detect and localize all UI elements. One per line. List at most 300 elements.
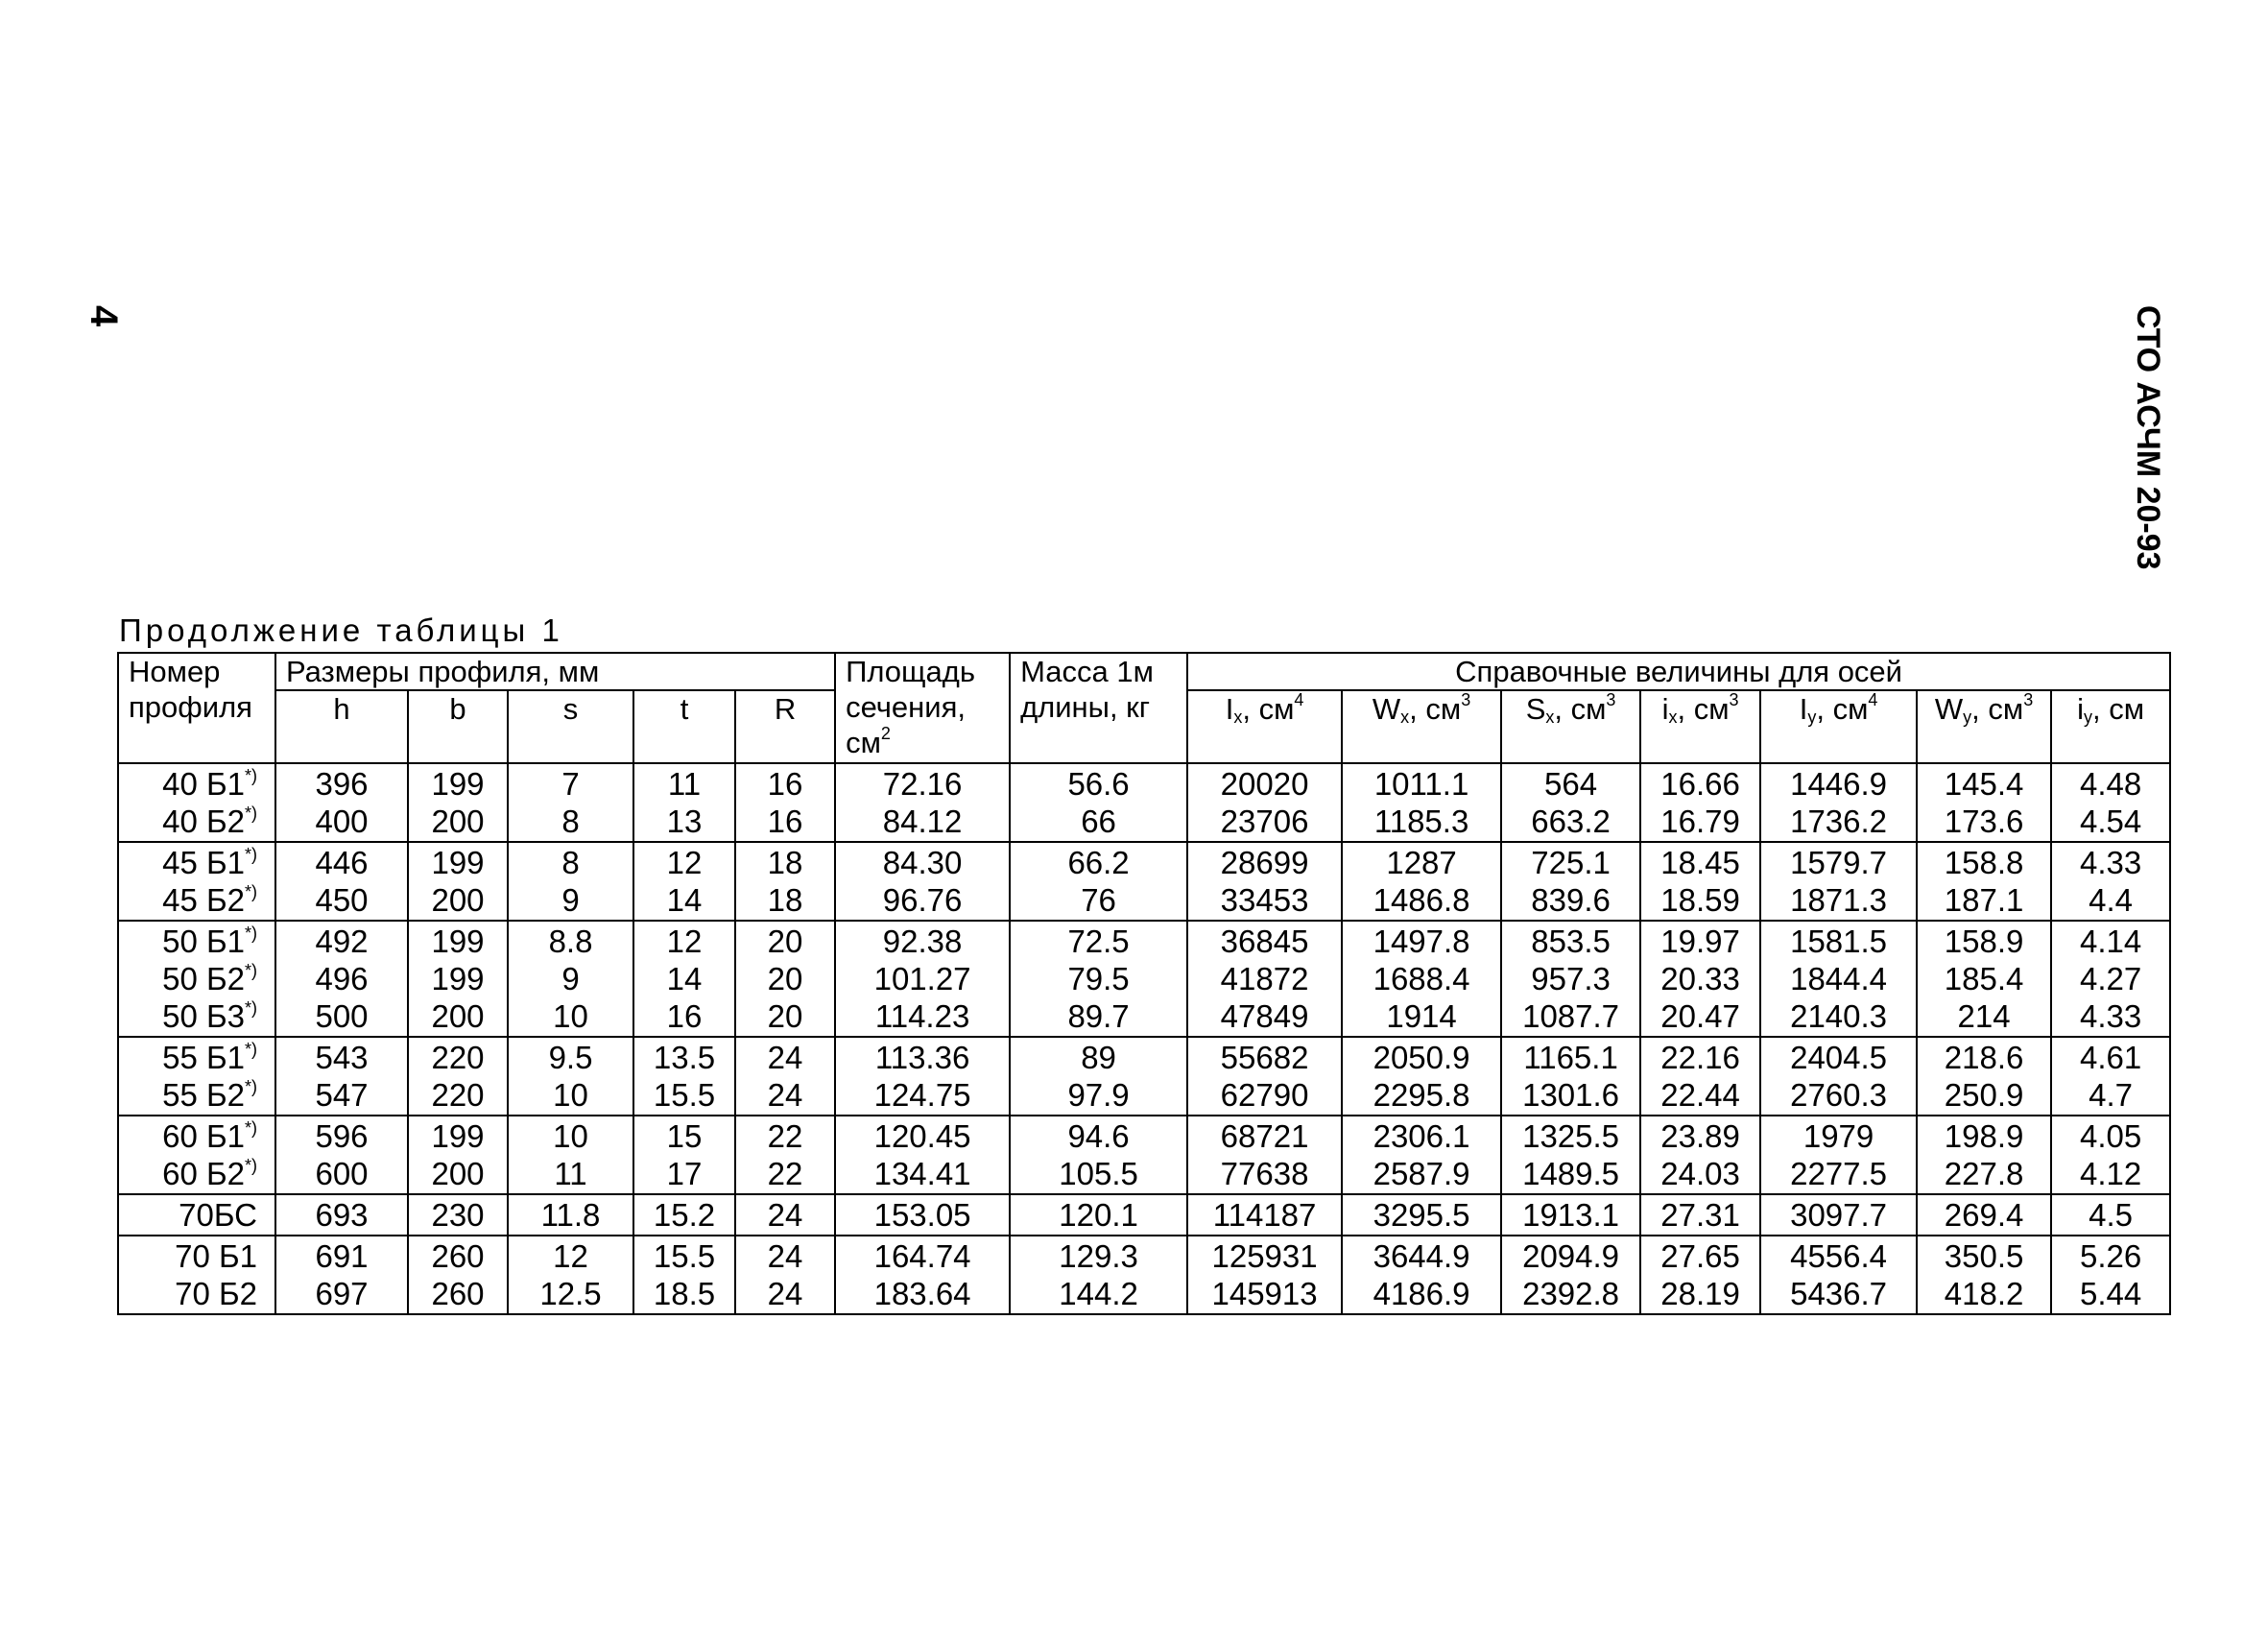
- cell-name: [118, 1194, 275, 1236]
- cell-value: 4.33: [2079, 845, 2142, 880]
- cell-value: 23.89: [1660, 1118, 1740, 1154]
- cell-value: 4.61: [2079, 1040, 2142, 1075]
- cell-value: 11: [667, 766, 702, 802]
- cell-value: 496: [315, 961, 369, 996]
- header-ix-moment-sup: 4: [1294, 690, 1304, 709]
- profile-name: 40 Б2: [162, 804, 245, 839]
- cell-value: 3097.7: [1790, 1197, 1888, 1233]
- header-wx-base: W: [1372, 692, 1401, 726]
- cell-sx: [1501, 1116, 1640, 1194]
- cell-value: [119, 1196, 257, 1234]
- cell-iy: [2051, 1037, 2170, 1116]
- cell-value: 596: [315, 1118, 369, 1154]
- header-r: R: [735, 690, 835, 763]
- cell-ix: [1187, 1116, 1342, 1194]
- cell-value: 1871.3: [1790, 882, 1888, 918]
- header-t: t: [633, 690, 735, 763]
- cell-value: 11.8: [540, 1197, 601, 1233]
- table-row-group: [118, 1236, 2170, 1314]
- cell-value: 20: [767, 961, 803, 996]
- header-iy-moment-sub: y: [1807, 708, 1817, 727]
- cell-value: 4186.9: [1373, 1276, 1470, 1311]
- cell-m: [1010, 1236, 1187, 1314]
- footnote-mark: *): [245, 1077, 257, 1096]
- cell-a: [835, 921, 1010, 1037]
- footnote-mark: *): [245, 1040, 257, 1059]
- cell-sx: [1501, 1236, 1640, 1314]
- cell-value: 173.6: [1944, 804, 2024, 839]
- cell-wx: [1342, 842, 1501, 921]
- cell-s: [508, 842, 633, 921]
- cell-value: 218.6: [1944, 1040, 2024, 1075]
- cell-value: [119, 960, 257, 997]
- cell-value: 400: [315, 804, 369, 839]
- header-dimensions: Размеры профиля, мм: [275, 653, 835, 690]
- cell-value: 1736.2: [1790, 804, 1888, 839]
- cell-value: 187.1: [1944, 882, 2024, 918]
- cell-value: 2306.1: [1373, 1118, 1470, 1154]
- cell-value: 22.16: [1660, 1040, 1740, 1075]
- cell-value: 220: [431, 1077, 485, 1113]
- cell-m: [1010, 763, 1187, 842]
- cell-r: [735, 1236, 835, 1314]
- page-number: 4: [83, 305, 125, 327]
- cell-a: [835, 763, 1010, 842]
- cell-r: [735, 1194, 835, 1236]
- cell-value: 22: [767, 1118, 803, 1154]
- cell-value: 89: [1081, 1040, 1116, 1075]
- cell-value: 9.5: [548, 1040, 593, 1075]
- cell-value: 260: [431, 1276, 485, 1311]
- cell-ix: [1640, 921, 1760, 1037]
- cell-iy: [1760, 842, 1917, 921]
- cell-value: 8: [561, 804, 580, 839]
- footnote-mark: *): [245, 924, 257, 943]
- cell-value: 185.4: [1944, 961, 2024, 996]
- cell-value: 79.5: [1067, 961, 1130, 996]
- cell-wx: [1342, 1194, 1501, 1236]
- cell-value: 446: [315, 845, 369, 880]
- cell-value: 16: [767, 804, 803, 839]
- cell-value: 33453: [1220, 882, 1309, 918]
- cell-value: 24: [767, 1197, 803, 1233]
- cell-b: [408, 1037, 508, 1116]
- cell-value: 2050.9: [1373, 1040, 1470, 1075]
- cell-name: [118, 1116, 275, 1194]
- cell-sx: [1501, 921, 1640, 1037]
- cell-value: 1979: [1802, 1118, 1874, 1154]
- cell-value: 20.33: [1660, 961, 1740, 996]
- header-area-sup: 2: [880, 724, 891, 743]
- cell-wx: [1342, 763, 1501, 842]
- cell-b: [408, 1116, 508, 1194]
- profile-name: 70 Б1: [175, 1238, 257, 1274]
- cell-r: [735, 921, 835, 1037]
- cell-s: [508, 1194, 633, 1236]
- footnote-mark: *): [245, 804, 257, 823]
- cell-value: 158.9: [1944, 924, 2024, 959]
- cell-ix: [1640, 763, 1760, 842]
- cell-value: 94.6: [1067, 1118, 1130, 1154]
- cell-b: [408, 1236, 508, 1314]
- cell-s: [508, 1116, 633, 1194]
- cell-r: [735, 1116, 835, 1194]
- cell-name: [118, 921, 275, 1037]
- cell-value: 199: [431, 766, 485, 802]
- cell-value: 16: [666, 998, 703, 1034]
- cell-t: [633, 921, 735, 1037]
- header-b: b: [408, 690, 508, 763]
- document-code: СТО АСЧМ 20-93: [2130, 305, 2166, 570]
- footnote-mark: *): [245, 766, 257, 785]
- cell-value: 164.74: [873, 1238, 971, 1274]
- profiles-table: [117, 652, 2171, 1315]
- cell-value: 24: [767, 1276, 803, 1311]
- cell-sx: [1501, 1194, 1640, 1236]
- header-iy-radius-unit: , см: [2092, 692, 2145, 726]
- header-wy-sub: y: [1963, 708, 1972, 727]
- footnote-mark: *): [245, 998, 257, 1018]
- cell-r: [735, 842, 835, 921]
- cell-value: 15.2: [653, 1197, 716, 1233]
- header-iy-moment: [1760, 690, 1917, 763]
- cell-value: 120.45: [873, 1118, 971, 1154]
- header-ix-moment-sub: x: [1233, 708, 1243, 727]
- footnote-mark: *): [245, 1118, 257, 1138]
- header-sx-unit: , см: [1554, 692, 1607, 726]
- header-ix-radius-base: i: [1661, 692, 1669, 726]
- cell-value: 114187: [1212, 1197, 1317, 1233]
- header-wx-unit: , см: [1409, 692, 1462, 726]
- cell-h: [275, 1037, 408, 1116]
- header-wx-sub: x: [1400, 708, 1410, 727]
- cell-value: 697: [315, 1276, 369, 1311]
- cell-value: 12: [666, 924, 703, 959]
- cell-value: 72.16: [882, 766, 963, 802]
- cell-value: 492: [315, 924, 369, 959]
- cell-value: 15: [666, 1118, 703, 1154]
- cell-ix: [1187, 842, 1342, 921]
- cell-iy: [1760, 1037, 1917, 1116]
- cell-h: [275, 1236, 408, 1314]
- profile-name: 60 Б2: [162, 1156, 245, 1191]
- cell-value: 200: [431, 882, 485, 918]
- cell-value: 2587.9: [1373, 1156, 1470, 1191]
- header-iy-moment-sup: 4: [1868, 690, 1878, 709]
- cell-value: 214: [1957, 998, 2011, 1034]
- cell-value: 23706: [1220, 804, 1309, 839]
- header-mass: Масса 1м длины, кг: [1010, 653, 1187, 763]
- cell-value: 18.59: [1660, 882, 1740, 918]
- cell-iy: [1760, 1194, 1917, 1236]
- cell-value: [119, 1117, 257, 1155]
- cell-value: 12.5: [539, 1276, 602, 1311]
- cell-value: 1185.3: [1373, 804, 1469, 839]
- cell-value: 600: [315, 1156, 369, 1191]
- cell-value: 41872: [1220, 961, 1309, 996]
- cell-value: 28699: [1220, 845, 1309, 880]
- cell-value: 55682: [1220, 1040, 1309, 1075]
- cell-value: 10: [553, 998, 588, 1034]
- cell-value: 16.66: [1660, 766, 1740, 802]
- cell-value: 105.5: [1059, 1156, 1138, 1191]
- cell-value: 27.31: [1660, 1197, 1740, 1233]
- cell-value: 18: [767, 882, 803, 918]
- cell-value: 957.3: [1531, 961, 1611, 996]
- cell-value: 11: [554, 1156, 587, 1191]
- header-iy-radius-sub: y: [2084, 708, 2092, 727]
- cell-wy: [1917, 763, 2051, 842]
- cell-value: 22: [767, 1156, 803, 1191]
- cell-value: 1325.5: [1522, 1118, 1620, 1154]
- profile-name: 70 Б2: [175, 1276, 257, 1311]
- cell-value: 199: [431, 845, 485, 880]
- cell-value: 199: [431, 924, 485, 959]
- cell-value: 663.2: [1531, 804, 1611, 839]
- table-row-group: [118, 1116, 2170, 1194]
- profile-name: 55 Б1: [162, 1040, 245, 1075]
- table-body: [118, 763, 2170, 1314]
- cell-value: 145913: [1211, 1276, 1318, 1311]
- cell-value: 1579.7: [1790, 845, 1888, 880]
- cell-value: 96.76: [882, 882, 963, 918]
- profile-name: 50 Б3: [162, 998, 245, 1034]
- cell-value: 9: [561, 882, 580, 918]
- cell-value: 1581.5: [1790, 924, 1888, 959]
- cell-a: [835, 1037, 1010, 1116]
- cell-value: 5.44: [2079, 1276, 2142, 1311]
- cell-value: 260: [431, 1238, 485, 1274]
- cell-value: 693: [315, 1197, 369, 1233]
- cell-value: 725.1: [1531, 845, 1611, 880]
- cell-value: 1913.1: [1522, 1197, 1620, 1233]
- cell-h: [275, 1194, 408, 1236]
- cell-s: [508, 1236, 633, 1314]
- cell-value: 24: [767, 1238, 803, 1274]
- cell-value: 269.4: [1944, 1197, 2024, 1233]
- profile-name: 50 Б1: [162, 924, 245, 959]
- cell-value: 24: [767, 1040, 803, 1075]
- cell-value: 92.38: [882, 924, 963, 959]
- table-row-group: [118, 1037, 2170, 1116]
- cell-value: 543: [315, 1040, 369, 1075]
- cell-value: 7: [561, 766, 580, 802]
- cell-value: 114.23: [874, 998, 970, 1034]
- cell-value: 200: [431, 804, 485, 839]
- cell-value: 1446.9: [1790, 766, 1888, 802]
- header-wx-sup: 3: [1461, 690, 1471, 709]
- cell-value: 124.75: [873, 1077, 971, 1113]
- cell-value: 1165.1: [1523, 1040, 1618, 1075]
- cell-r: [735, 1037, 835, 1116]
- cell-name: [118, 763, 275, 842]
- cell-value: 134.41: [873, 1156, 971, 1191]
- cell-value: [119, 923, 257, 960]
- cell-value: 4.14: [2079, 924, 2142, 959]
- cell-iy: [2051, 921, 2170, 1037]
- cell-value: [119, 997, 257, 1035]
- cell-value: 1914: [1386, 998, 1457, 1034]
- cell-value: 4.05: [2079, 1118, 2142, 1154]
- cell-value: 20: [767, 998, 803, 1034]
- cell-value: [119, 844, 257, 881]
- cell-m: [1010, 842, 1187, 921]
- cell-value: [119, 1039, 257, 1076]
- cell-value: 14: [666, 961, 703, 996]
- cell-ix: [1640, 1236, 1760, 1314]
- profile-name: 40 Б1: [162, 766, 245, 802]
- cell-value: 10: [553, 1118, 588, 1154]
- profile-name: 55 Б2: [162, 1077, 245, 1113]
- cell-value: 1844.4: [1790, 961, 1888, 996]
- cell-wx: [1342, 921, 1501, 1037]
- cell-iy: [1760, 921, 1917, 1037]
- cell-iy: [1760, 763, 1917, 842]
- cell-ix: [1640, 1116, 1760, 1194]
- cell-value: 101.27: [873, 961, 971, 996]
- cell-a: [835, 1194, 1010, 1236]
- cell-iy: [2051, 1236, 2170, 1314]
- cell-value: 66.2: [1067, 845, 1130, 880]
- cell-value: 1486.8: [1373, 882, 1470, 918]
- cell-value: 84.30: [882, 845, 963, 880]
- cell-ix: [1640, 842, 1760, 921]
- footnote-mark: *): [245, 845, 257, 864]
- cell-value: 3295.5: [1373, 1197, 1470, 1233]
- cell-value: 1011.1: [1373, 766, 1469, 802]
- cell-t: [633, 1236, 735, 1314]
- header-area-text: Площадь сечения, см: [846, 655, 976, 759]
- profile-name: 50 Б2: [162, 961, 245, 996]
- cell-iy: [2051, 842, 2170, 921]
- header-ix-radius-sub: x: [1668, 708, 1678, 727]
- cell-r: [735, 763, 835, 842]
- cell-value: 56.6: [1067, 766, 1130, 802]
- cell-a: [835, 842, 1010, 921]
- cell-value: 9: [561, 961, 580, 996]
- cell-value: 2140.3: [1790, 998, 1888, 1034]
- cell-ix: [1640, 1194, 1760, 1236]
- profile-name: 70БС: [179, 1197, 257, 1233]
- cell-value: 158.8: [1944, 845, 2024, 880]
- cell-sx: [1501, 1037, 1640, 1116]
- header-sx-base: S: [1525, 692, 1546, 726]
- cell-ix: [1187, 763, 1342, 842]
- cell-value: 19.97: [1660, 924, 1740, 959]
- cell-b: [408, 763, 508, 842]
- cell-value: 350.5: [1944, 1238, 2024, 1274]
- cell-sx: [1501, 763, 1640, 842]
- cell-value: 691: [315, 1238, 369, 1274]
- cell-t: [633, 842, 735, 921]
- cell-value: 4.33: [2079, 998, 2142, 1034]
- cell-s: [508, 763, 633, 842]
- header-ix-moment-unit: , см: [1242, 692, 1295, 726]
- table-row-group: [118, 763, 2170, 842]
- cell-value: 230: [431, 1197, 485, 1233]
- cell-t: [633, 1194, 735, 1236]
- cell-value: 66: [1081, 804, 1116, 839]
- cell-wy: [1917, 1116, 2051, 1194]
- header-wx: [1342, 690, 1501, 763]
- cell-iy: [2051, 1116, 2170, 1194]
- table-row-group: [118, 1194, 2170, 1236]
- cell-value: 14: [666, 882, 703, 918]
- header-profile-no: Номер профиля: [118, 653, 275, 763]
- cell-value: 199: [431, 961, 485, 996]
- cell-value: 28.19: [1660, 1276, 1740, 1311]
- cell-s: [508, 1037, 633, 1116]
- header-sx-sup: 3: [1606, 690, 1616, 709]
- cell-b: [408, 1194, 508, 1236]
- footnote-mark: *): [245, 882, 257, 901]
- cell-value: 17: [666, 1156, 703, 1191]
- cell-value: 145.4: [1944, 766, 2024, 802]
- cell-value: 1497.8: [1373, 924, 1470, 959]
- cell-value: 144.2: [1059, 1276, 1138, 1311]
- cell-s: [508, 921, 633, 1037]
- cell-value: 76: [1081, 882, 1116, 918]
- cell-iy: [2051, 1194, 2170, 1236]
- cell-value: 153.05: [873, 1197, 971, 1233]
- cell-ix: [1640, 1037, 1760, 1116]
- cell-value: [119, 803, 257, 840]
- cell-value: 5.26: [2079, 1238, 2142, 1274]
- cell-value: 220: [431, 1040, 485, 1075]
- cell-wy: [1917, 842, 2051, 921]
- header-wy-unit: , см: [1971, 692, 2024, 726]
- cell-value: 839.6: [1531, 882, 1611, 918]
- header-ix-moment-base: I: [1225, 692, 1234, 726]
- cell-value: 113.36: [874, 1040, 970, 1075]
- cell-value: 24: [767, 1077, 803, 1113]
- cell-wy: [1917, 1236, 2051, 1314]
- cell-value: 84.12: [882, 804, 963, 839]
- cell-value: 227.8: [1944, 1156, 2024, 1191]
- cell-value: 97.9: [1067, 1077, 1130, 1113]
- cell-wy: [1917, 1037, 2051, 1116]
- header-sx: [1501, 690, 1640, 763]
- cell-t: [633, 763, 735, 842]
- cell-value: 15.5: [653, 1238, 716, 1274]
- cell-wx: [1342, 1037, 1501, 1116]
- header-ix-moment: [1187, 690, 1342, 763]
- cell-value: 5436.7: [1790, 1276, 1888, 1311]
- cell-value: 22.44: [1660, 1077, 1740, 1113]
- cell-value: 8.8: [548, 924, 593, 959]
- cell-value: 4.7: [2089, 1077, 2134, 1113]
- cell-wy: [1917, 1194, 2051, 1236]
- cell-value: 4.48: [2079, 766, 2142, 802]
- cell-value: 1489.5: [1522, 1156, 1620, 1191]
- footnote-mark: *): [245, 1156, 257, 1175]
- cell-value: 36845: [1220, 924, 1309, 959]
- header-wy-base: W: [1934, 692, 1964, 726]
- cell-name: [118, 1236, 275, 1314]
- cell-value: 2404.5: [1790, 1040, 1888, 1075]
- cell-h: [275, 921, 408, 1037]
- cell-wx: [1342, 1236, 1501, 1314]
- cell-a: [835, 1116, 1010, 1194]
- cell-m: [1010, 1194, 1187, 1236]
- header-ix-radius-unit: , см: [1677, 692, 1730, 726]
- cell-value: 199: [431, 1118, 485, 1154]
- cell-value: 10: [553, 1077, 588, 1113]
- cell-value: [119, 1155, 257, 1192]
- cell-value: 16: [767, 766, 803, 802]
- cell-value: 3644.9: [1373, 1238, 1470, 1274]
- cell-value: 4556.4: [1790, 1238, 1888, 1274]
